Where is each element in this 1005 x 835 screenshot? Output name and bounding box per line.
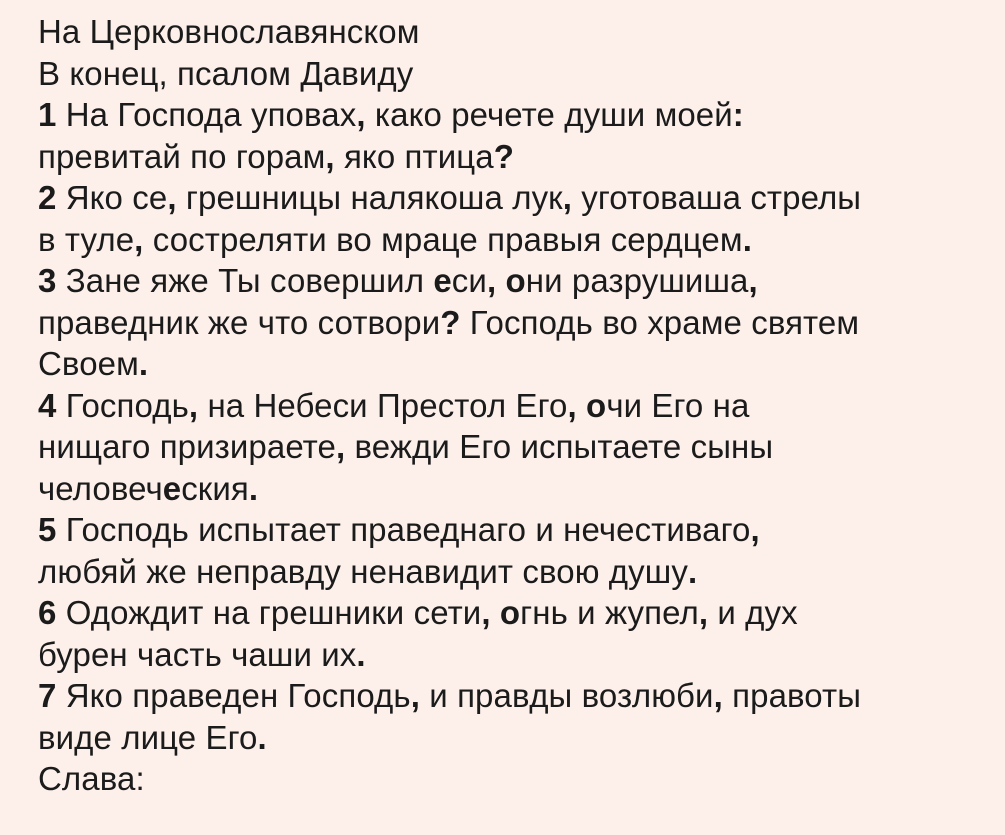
verse-6-line-2 [38,634,985,676]
bold-text-segment: , [134,220,144,258]
bold-text-segment: . [742,220,752,258]
bold-text-segment: , [325,137,335,175]
bold-text-segment: 3 [38,262,57,299]
bold-text-segment: о [499,594,521,631]
verse-5-line-1 [38,509,985,551]
text-segment: в туле [38,220,135,258]
text-segment: В конец, псалом Давиду [38,54,414,92]
closing-label [38,758,985,800]
bold-text-segment: , [713,677,723,714]
language-label [38,11,985,53]
text-segment: состреляти во мраце правыя сердцем [143,220,743,258]
bold-text-segment: , [335,428,346,465]
bold-text-segment: 7 [38,677,57,714]
verse-4-line-2 [38,426,985,468]
bold-text-segment: 4 [38,386,57,424]
text-segment: бурен часть чаши их [38,635,357,673]
text-segment: праведник же что сотвори [38,303,441,341]
verse-3-line-2 [38,302,985,344]
bold-text-segment: 5 [38,511,57,548]
bold-text-segment: , [567,386,577,424]
text-segment: вежди Его испытаете сыны [345,428,774,465]
text-segment: Слава: [38,760,145,797]
verse-6-line-1 [38,592,985,634]
bold-text-segment: ? [493,137,514,175]
text-segment: яко птица [334,137,494,175]
text-segment: чи Его на [606,386,750,424]
text-segment: ни разрушиша [525,262,749,299]
bold-text-segment: , [750,511,760,548]
verse-2-line-2 [38,219,985,261]
text-segment: виде лице Его [38,718,258,756]
text-segment: правоты [722,677,862,714]
text-segment: уготоваша стрелы [572,179,862,216]
bold-text-segment: . [356,635,366,673]
bold-text-segment: о [586,386,607,424]
text-segment: Господь [56,386,189,424]
verse-1-line-1 [38,94,985,136]
verse-7-line-2 [38,717,985,759]
verse-2-line-1 [38,177,985,219]
text-segment: и дух [708,594,798,631]
text-segment: грешницы налякоша лук [176,179,563,216]
text-segment: гнь и жупел [520,594,699,631]
text-segment [491,594,500,631]
text-segment: на Небеси Престол Его [198,386,568,424]
verse-3-line-3 [38,343,985,385]
text-segment: Зане яже Ты совершил [56,262,434,299]
bold-text-segment: е [433,262,452,299]
bold-text-segment: , [356,96,366,133]
bold-text-segment: о [505,262,526,299]
bold-text-segment: , [481,594,491,631]
verse-1-line-2 [38,136,985,178]
bold-text-segment: . [248,469,259,507]
bold-text-segment: 2 [38,179,57,216]
bold-text-segment: , [486,262,497,299]
bold-text-segment: , [748,262,758,299]
bold-text-segment: , [562,179,572,216]
text-segment: Яко се [56,179,168,216]
text-segment: Яко праведен Господь [56,677,411,714]
bold-text-segment: , [698,594,709,631]
text-segment: Одождит на грешники сети [56,594,482,631]
bold-text-segment: ? [440,303,461,341]
text-segment: Господь во храме святем [460,303,860,341]
bold-text-segment: 1 [38,96,57,133]
text-content [38,11,985,800]
bold-text-segment: : [732,96,744,133]
bold-text-segment: . [138,345,149,382]
text-segment: како речете души моей [365,96,733,133]
bold-text-segment: . [257,718,267,756]
text-segment: человеч [38,469,163,507]
text-segment: нищаго призираете [38,428,336,465]
text-segment: ския [181,469,249,507]
text-segment: любяй же неправду ненавидит свою душу [38,552,688,590]
bold-text-segment: е [162,469,182,507]
text-segment: Господь испытает праведнаго и нечестиваго [56,511,751,548]
psalm-subtitle [38,53,985,95]
bold-text-segment: . [687,552,698,590]
verse-4-line-3 [38,468,985,510]
text-segment [496,262,505,299]
verse-3-line-1 [38,260,985,302]
text-segment: си [451,262,487,299]
verse-7-line-1 [38,675,985,717]
bold-text-segment: , [167,179,177,216]
text-segment: На Церковнославянском [38,13,420,50]
bold-text-segment: , [188,386,199,424]
text-segment: На Господа уповах [56,96,357,133]
text-segment: превитай по горам [38,137,326,175]
text-segment [577,387,586,424]
verse-5-line-2 [38,551,985,593]
text-segment: Своем [38,345,139,382]
bold-text-segment: 6 [38,594,57,631]
verse-4-line-1 [38,385,985,427]
bold-text-segment: , [410,677,420,714]
text-segment: и правды возлюби [420,677,714,714]
